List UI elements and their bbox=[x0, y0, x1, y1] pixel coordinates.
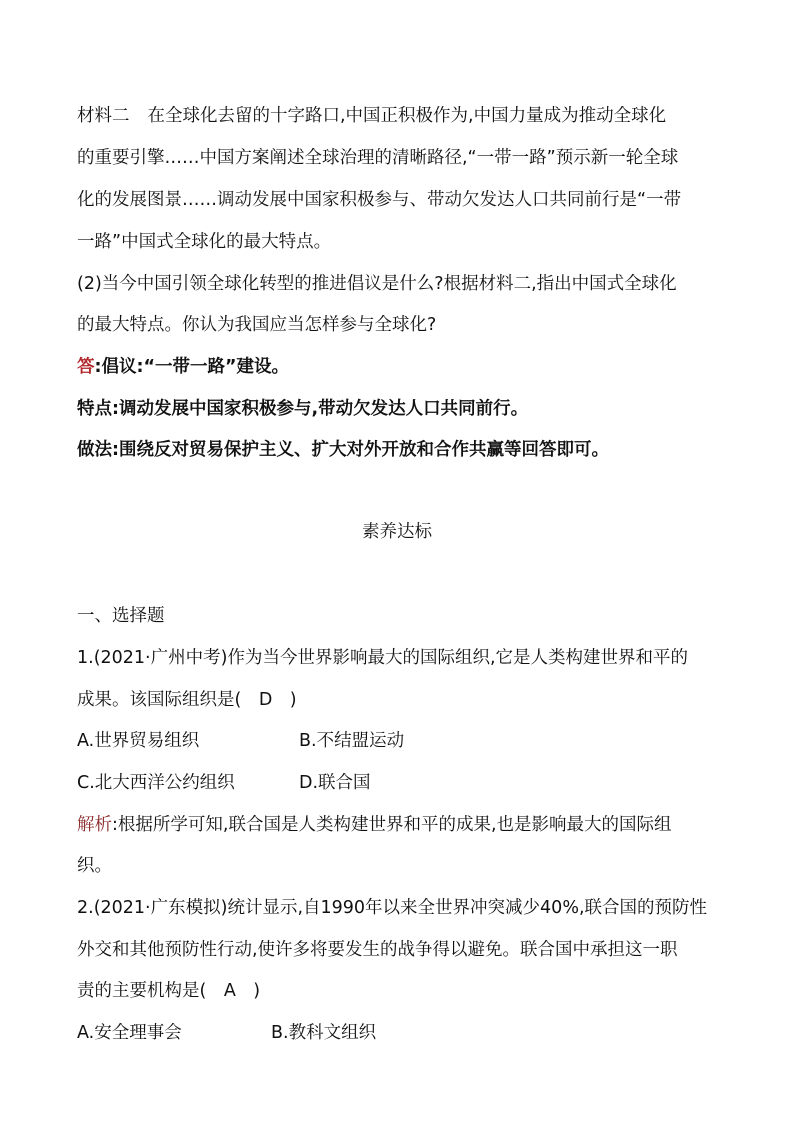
q2-line-2: 外交和其他预防性行动,使许多将要发生的战争得以避免。联合国中承担这一职 bbox=[77, 940, 678, 960]
question2-line-2: 的最大特点。你认为我国应当怎样参与全球化? bbox=[77, 315, 437, 335]
q2-line-3: 责的主要机构是( A ) bbox=[77, 981, 261, 1001]
question2-line-1: (2)当今中国引领全球化转型的推进倡议是什么?根据材料二,指出中国式全球化 bbox=[77, 274, 677, 294]
q1-option-b: B.不结盟运动 bbox=[299, 731, 405, 751]
analysis-label: 解析 bbox=[77, 815, 112, 835]
answer-line-3: 做法:围绕反对贸易保护主义、扩大对外开放和合作共赢等回答即可。 bbox=[77, 440, 609, 460]
answer-line-2: 特点:调动发展中国家积极参与,带动欠发达人口共同前行。 bbox=[77, 399, 529, 419]
section-title: 素养达标 bbox=[362, 522, 432, 542]
q1-option-d: D.联合国 bbox=[299, 773, 371, 793]
q1-analysis-line-1 bbox=[77, 813, 672, 837]
material2-label: 材料二 bbox=[77, 106, 130, 126]
q1-line-2: 成果。该国际组织是( D ) bbox=[77, 690, 297, 710]
answer-text-1: :倡议:“一带一路”建设。 bbox=[94, 357, 289, 377]
q2-option-a: A.安全理事会 bbox=[77, 1023, 182, 1043]
q1-analysis-line-2: 织。 bbox=[77, 856, 112, 876]
material2-line-1 bbox=[77, 104, 666, 128]
material2-text-1: 在全球化去留的十字路口,中国正积极作为,中国力量成为推动全球化 bbox=[147, 106, 667, 126]
q1-option-c: C.北大西洋公约组织 bbox=[77, 773, 235, 793]
answer-line-1 bbox=[77, 355, 289, 379]
q2-option-b: B.教科文组织 bbox=[271, 1023, 377, 1043]
q1-analysis-text-1: :根据所学可知,联合国是人类构建世界和平的成果,也是影响最大的国际组 bbox=[112, 815, 672, 835]
q2-line-1: 2.(2021·广东模拟)统计显示,自1990年以来全世界冲突减少40%,联合国的预防性 bbox=[77, 898, 708, 918]
material2-line-2: 的重要引擎……中国方案阐述全球治理的清晰路径,“一带一路”预示新一轮全球 bbox=[77, 148, 679, 168]
part-title: 一、选择题 bbox=[77, 606, 165, 626]
q1-line-1: 1.(2021·广州中考)作为当今世界影响最大的国际组织,它是人类构建世界和平的 bbox=[77, 648, 689, 668]
answer-label: 答 bbox=[77, 357, 95, 377]
q1-option-a: A.世界贸易组织 bbox=[77, 731, 200, 751]
material2-line-4: 一路”中国式全球化的最大特点。 bbox=[77, 232, 332, 252]
material2-line-3: 化的发展图景……调动发展中国家积极参与、带动欠发达人口共同前行是“一带 bbox=[77, 190, 682, 210]
